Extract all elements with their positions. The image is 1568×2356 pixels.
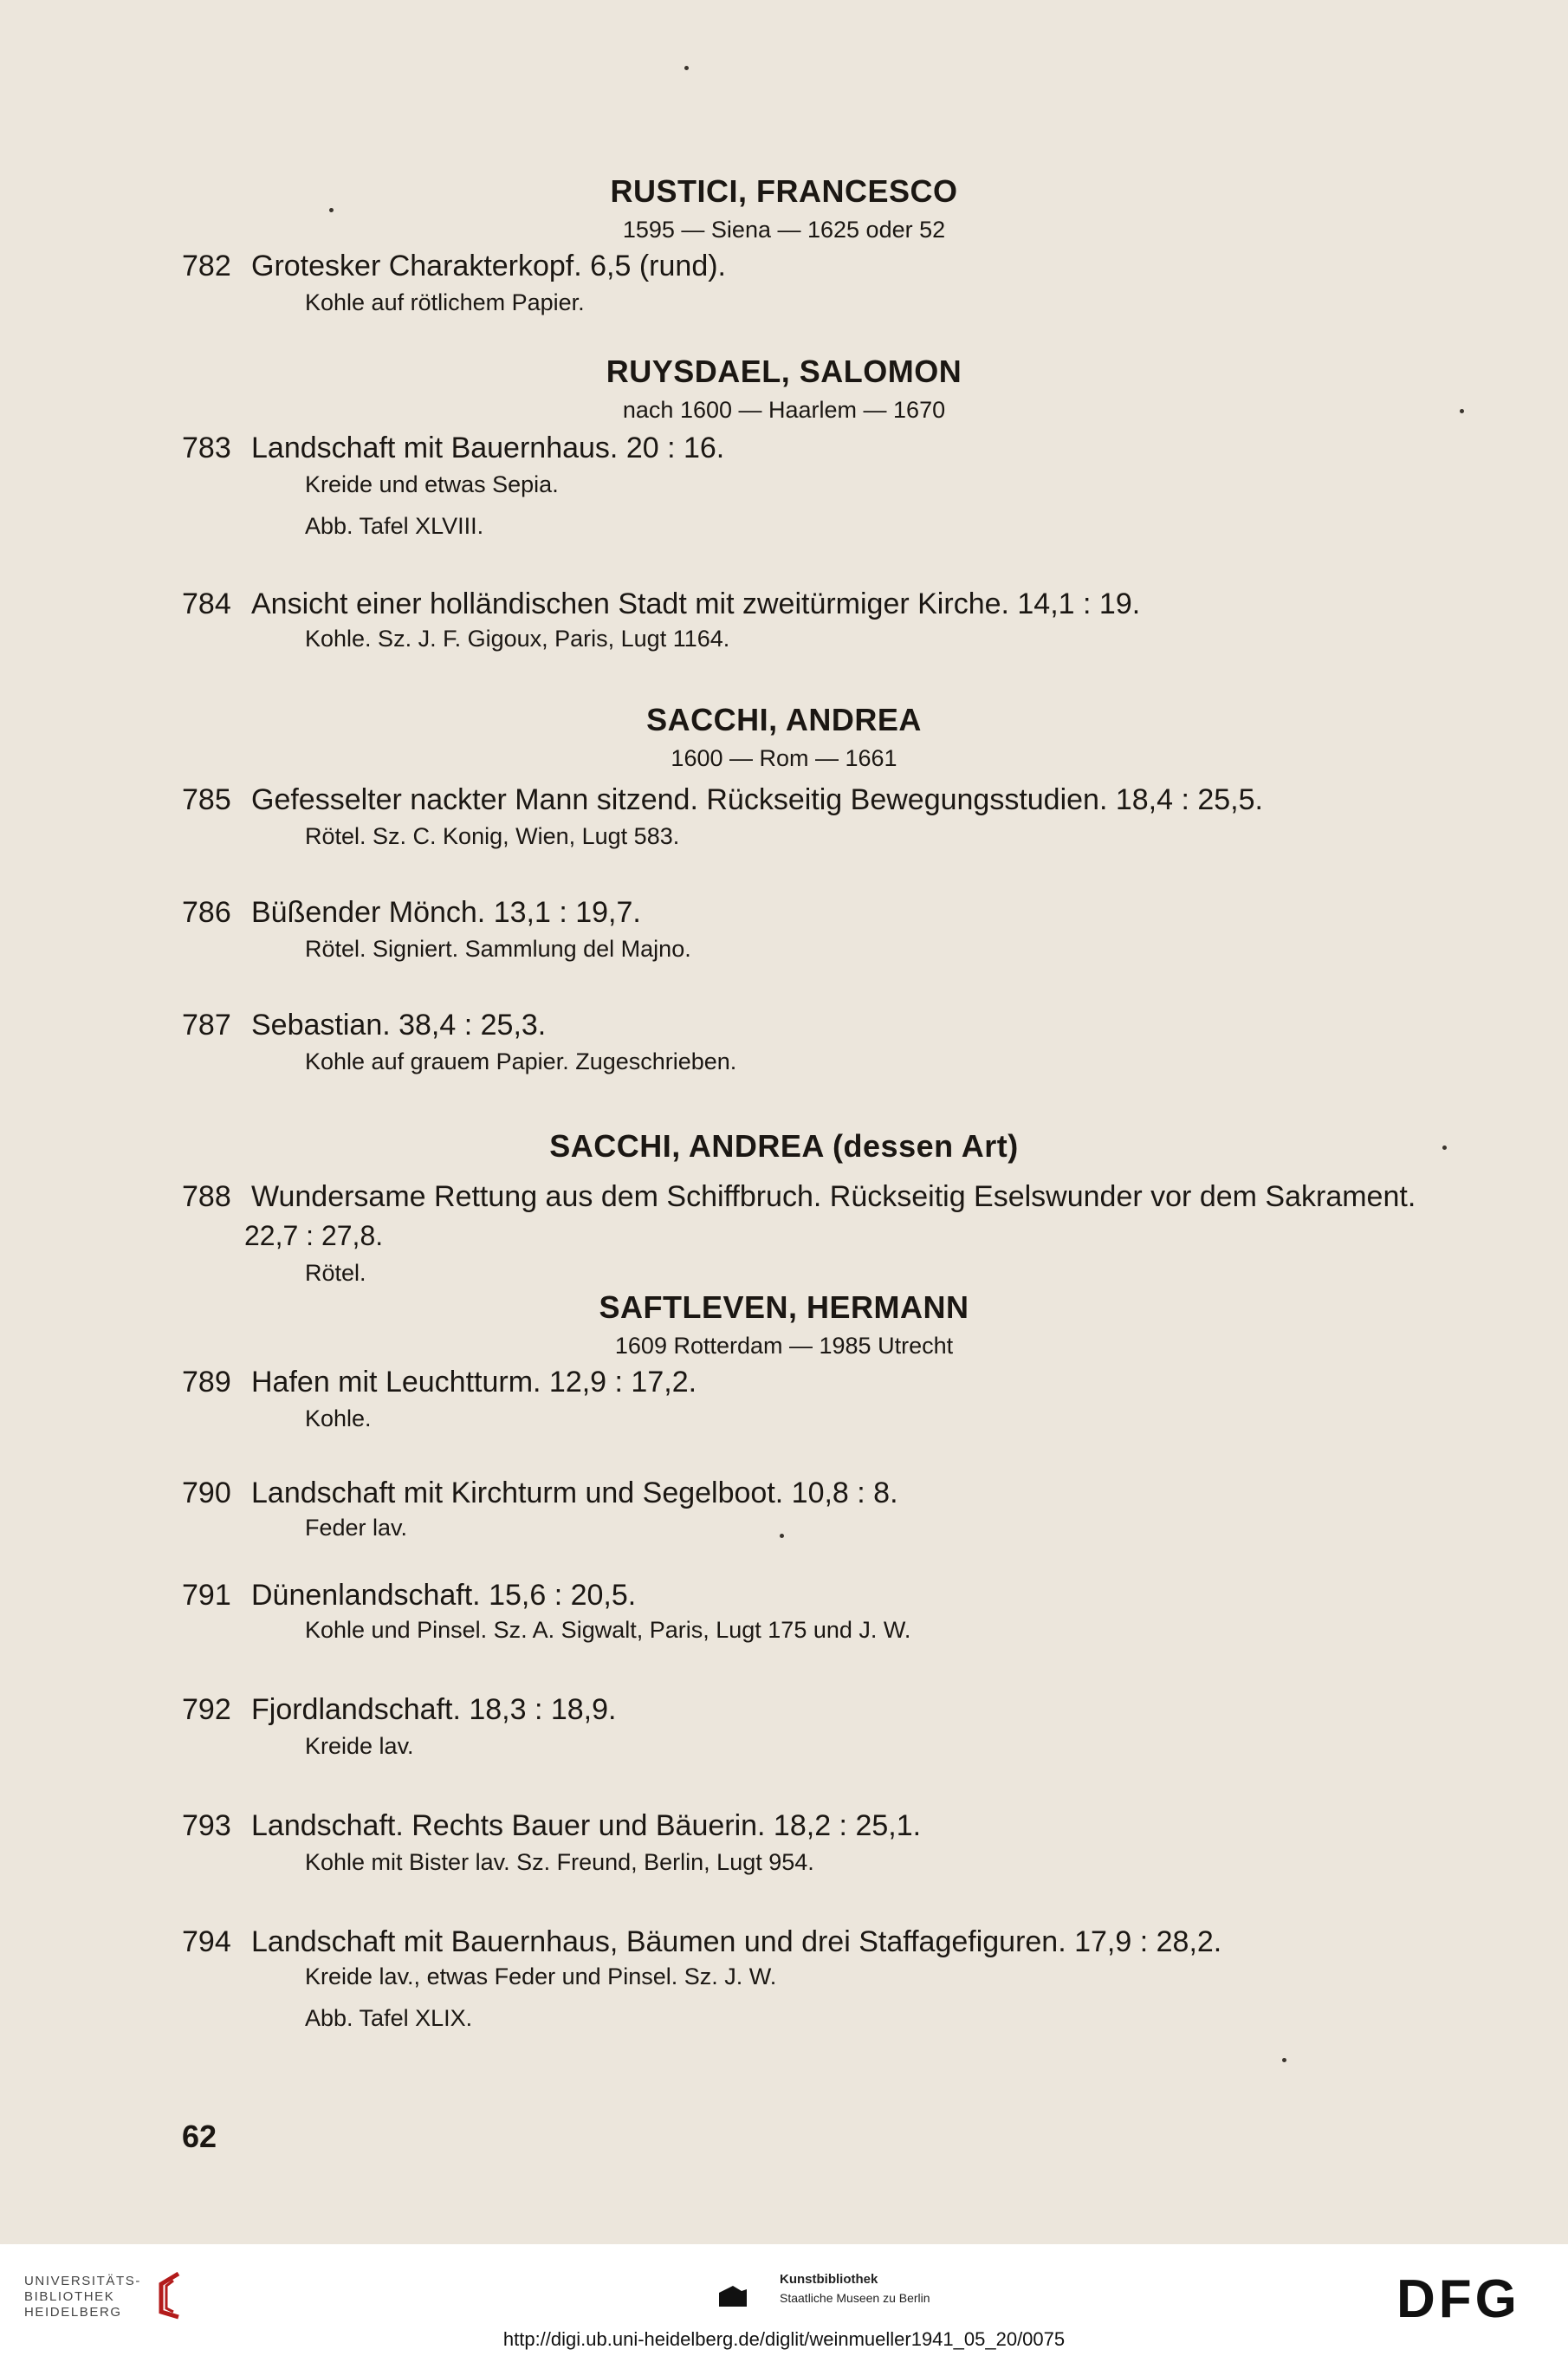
entry-title: Landschaft mit Bauernhaus, Bäumen und drei Staffagefiguren. 17,9 : 28,2.: [251, 1925, 1222, 1958]
entry-number: 787: [182, 1009, 231, 1042]
entry-note: Kohle mit Bister lav. Sz. Freund, Berlin, Lugt 954.: [305, 1849, 814, 1875]
entry-title: Ansicht einer holländischen Stadt mit zweitürmiger Kirche. 14,1 : 19.: [251, 587, 1141, 620]
entry-note: Kohle auf grauem Papier. Zugeschrieben.: [305, 1048, 737, 1074]
artist-heading: SAFTLEVEN, HERMANN: [599, 1289, 969, 1325]
artist-dates: 1600 — Rom — 1661: [671, 745, 897, 771]
entry-number: 794: [182, 1925, 231, 1958]
entry-title: Gefesselter nackter Mann sitzend. Rückseitig Bewegungsstudien. 18,4 : 25,5.: [251, 783, 1263, 816]
artist-dates: 1595 — Siena — 1625 oder 52: [622, 217, 946, 243]
entry-number: 791: [182, 1579, 231, 1612]
entry-note: Abb. Tafel XLIX.: [305, 2005, 473, 2031]
entry-note: Kreide und etwas Sepia.: [305, 471, 559, 497]
entry-title: Sebastian. 38,4 : 25,3.: [251, 1009, 547, 1042]
entry-title: Fjordlandschaft. 18,3 : 18,9.: [251, 1693, 617, 1726]
entry-note: Rötel.: [305, 1260, 366, 1286]
scan-speck: [780, 1534, 784, 1538]
scan-speck: [1282, 2058, 1286, 2062]
entry-number: 793: [182, 1809, 231, 1842]
artist-heading: RUYSDAEL, SALOMON: [606, 354, 962, 389]
entry-note: Kohle auf rötlichem Papier.: [305, 289, 585, 315]
entry-number: 789: [182, 1366, 231, 1399]
viewer-footer: [0, 2244, 1568, 2356]
kunstbibliothek-subtitle: Staatliche Museen zu Berlin: [780, 2291, 930, 2305]
entry-note: Rötel. Signiert. Sammlung del Majno.: [305, 936, 691, 962]
entry-note: Kreide lav., etwas Feder und Pinsel. Sz. J. W.: [305, 1963, 777, 1989]
entry-title: Büßender Mönch. 13,1 : 19,7.: [251, 896, 641, 929]
dfg-logo[interactable]: DFG: [1396, 2269, 1520, 2329]
page-url[interactable]: http://digi.ub.uni-heidelberg.de/diglit/weinmueller1941_05_20/0075: [502, 2328, 1066, 2350]
entry-number: 785: [182, 783, 231, 816]
page-number: 62: [182, 2119, 217, 2154]
kunstbibliothek-logo-icon[interactable]: [716, 2274, 750, 2308]
ub-heidelberg-logo-icon[interactable]: [152, 2268, 191, 2320]
artist-heading: RUSTICI, FRANCESCO: [610, 173, 958, 209]
ub-line: BIBLIOTHEK: [24, 2289, 115, 2304]
entry-note: Abb. Tafel XLVIII.: [305, 513, 484, 539]
entry-title-continuation: 22,7 : 27,8.: [244, 1220, 384, 1251]
ub-heidelberg-logo-text[interactable]: [24, 2274, 141, 2320]
artist-dates: 1609 Rotterdam — 1985 Utrecht: [614, 1333, 954, 1359]
ub-line: UNIVERSITÄTS-: [24, 2274, 141, 2288]
entry-note: Feder lav.: [305, 1515, 408, 1541]
entry-number: 784: [182, 587, 231, 620]
artist-dates: nach 1600 — Haarlem — 1670: [622, 397, 946, 423]
entry-number: 786: [182, 896, 231, 929]
entry-title: Wundersame Rettung aus dem Schiffbruch. Rückseitig Eselswunder vor dem Sakrament.: [251, 1180, 1416, 1213]
entry-note: Kohle.: [305, 1405, 372, 1431]
entry-note: Kohle und Pinsel. Sz. A. Sigwalt, Paris, Lugt 175 und J. W.: [305, 1617, 911, 1643]
entry-number: 792: [182, 1693, 231, 1726]
entry-number: 783: [182, 432, 231, 464]
entry-title: Hafen mit Leuchtturm. 12,9 : 17,2.: [251, 1366, 697, 1399]
entry-title: Dünenlandschaft. 15,6 : 20,5.: [251, 1579, 637, 1612]
entry-title: Landschaft mit Kirchturm und Segelboot. 10,8 : 8.: [251, 1477, 898, 1509]
entry-title: Grotesker Charakterkopf. 6,5 (rund).: [251, 250, 727, 282]
ub-line: HEIDELBERG: [24, 2305, 122, 2320]
entry-number: 782: [182, 250, 231, 282]
kunstbibliothek-title: Kunstbibliothek: [780, 2272, 878, 2287]
scan-speck: [684, 66, 689, 70]
entry-title: Landschaft. Rechts Bauer und Bäuerin. 18,2 : 25,1.: [251, 1809, 922, 1842]
entry-number: 790: [182, 1477, 231, 1509]
entry-title: Landschaft mit Bauernhaus. 20 : 16.: [251, 432, 725, 464]
entry-note: Kreide lav.: [305, 1733, 414, 1759]
artist-heading: SACCHI, ANDREA (dessen Art): [549, 1128, 1019, 1164]
entry-note: Kohle. Sz. J. F. Gigoux, Paris, Lugt 1164.: [305, 626, 730, 652]
entry-number: 788: [182, 1180, 231, 1213]
artist-heading: SACCHI, ANDREA: [646, 702, 922, 737]
entry-note: Rötel. Sz. C. Konig, Wien, Lugt 583.: [305, 823, 680, 849]
